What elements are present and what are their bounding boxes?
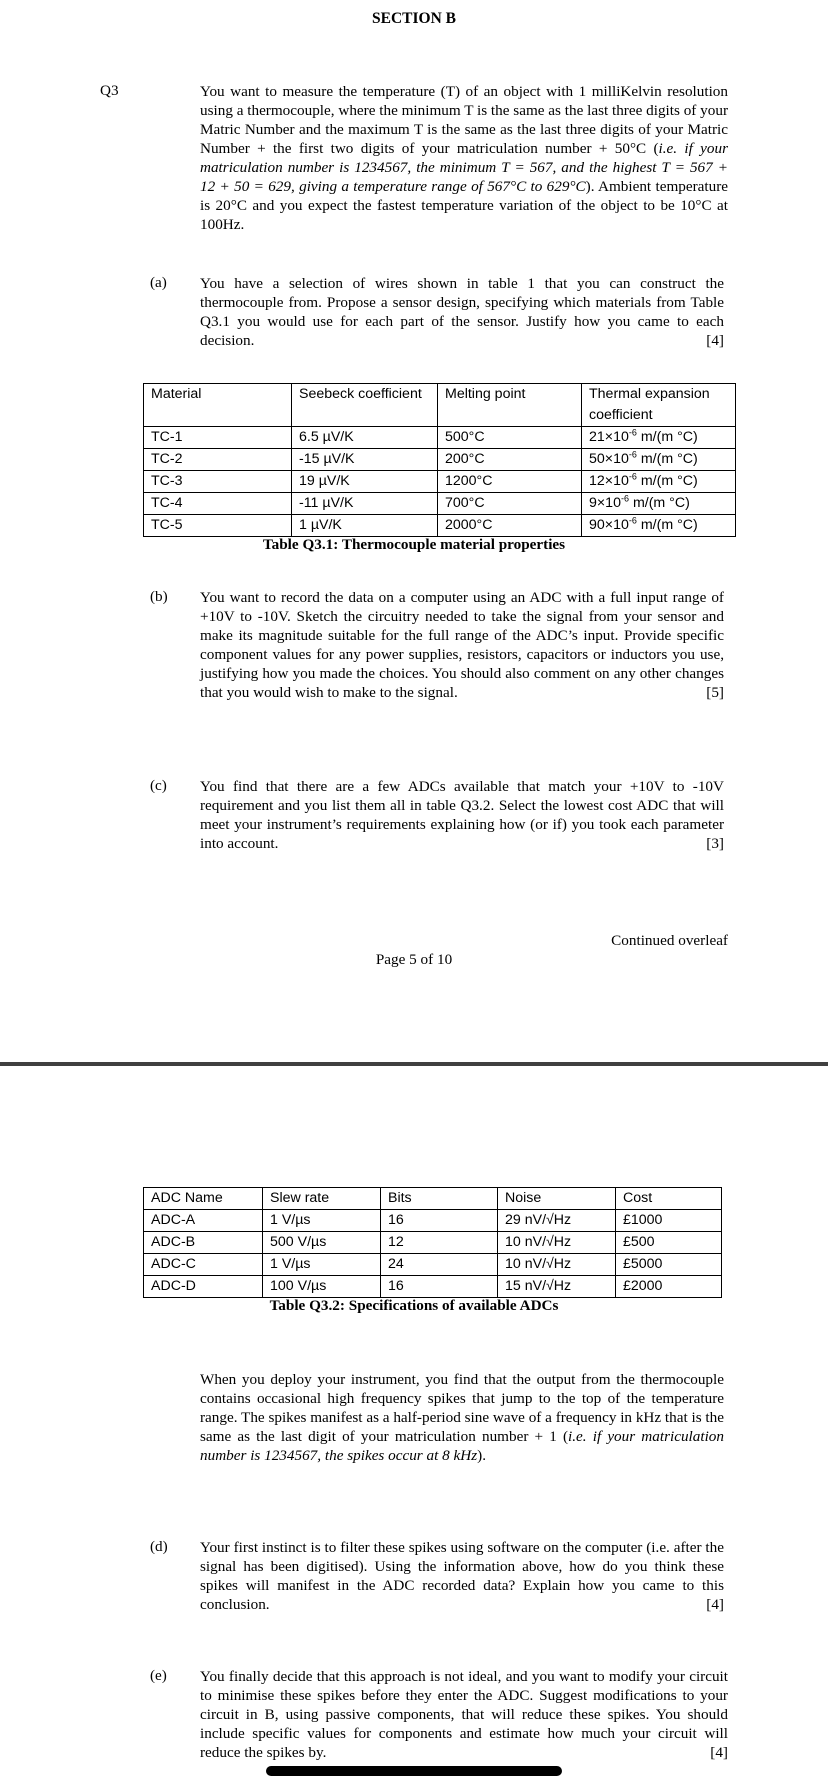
material-cell: TC-1: [144, 427, 292, 449]
part-b-text: You want to record the data on a computer using an ADC with a full input range of +10V to -10V. Sketch the circuitry needed to take the signal from your sensor and make its magnitude suitable for the full range of the ADC’s input. Provide specific component values for any power supplies, resistors, capacitors or inductors you use, justifying how you made the choices. You should also comment on any other changes that you would wish to make to the signal.: [200, 589, 724, 701]
bits-cell: 16: [381, 1276, 498, 1298]
slew-cell: 1 V/µs: [263, 1210, 381, 1232]
exp-value: 50: [589, 451, 605, 467]
slew-cell: 100 V/µs: [263, 1276, 381, 1298]
part-a-label: (a): [150, 274, 167, 291]
exponent: -6: [628, 515, 637, 526]
table-q3-2: [143, 1187, 722, 1298]
material-cell: TC-2: [144, 449, 292, 471]
q3-intro-text-end: ). Ambient temperature is 20°C and you expect the fastest temperature variation of the object to be 10°C at 100Hz.: [200, 178, 728, 233]
expansion-cell: [582, 427, 736, 449]
table2-header-name: ADC Name: [144, 1188, 263, 1210]
table2-header-slew: Slew rate: [263, 1188, 381, 1210]
adc-name-cell: ADC-C: [144, 1254, 263, 1276]
spikes-text: When you deploy your instrument, you find that the output from the thermocouple contains occasional high frequency spikes that jump to the top of the temperature range. The spikes manifest as a half-period sine wave of a frequency in kHz that is the same as the last digit of your matriculation number + 1 (: [200, 1371, 724, 1445]
bits-cell: 24: [381, 1254, 498, 1276]
exp-value: 90: [589, 517, 605, 533]
adc-name-cell: ADC-A: [144, 1210, 263, 1232]
exponent: -6: [628, 449, 637, 460]
table-row: [144, 1210, 722, 1232]
times-ten: ×10: [604, 473, 629, 489]
part-e-label: (e): [150, 1667, 167, 1684]
expansion-cell: [582, 471, 736, 493]
seebeck-cell: 19 µV/K: [292, 471, 438, 493]
question-number: Q3: [100, 82, 119, 99]
melting-cell: 500°C: [438, 427, 582, 449]
table-q3-1-caption: Table Q3.1: Thermocouple material properties: [262, 536, 566, 553]
table-row: [144, 1232, 722, 1254]
spikes-example: i.e. if your matriculation number is 1234567, the spikes occur at 8 kHz: [200, 1428, 724, 1464]
exp-value: 21: [589, 429, 605, 445]
melting-cell: 700°C: [438, 493, 582, 515]
part-e-marks: [4]: [710, 1744, 728, 1761]
table-row: [144, 1276, 722, 1298]
table-row: [144, 1254, 722, 1276]
part-c: [200, 777, 724, 853]
seebeck-cell: 1 µV/K: [292, 515, 438, 537]
exponent: -6: [628, 427, 637, 438]
table-row: [144, 449, 736, 471]
exp-unit: m/(m °C): [640, 451, 698, 467]
times-ten: ×10: [596, 495, 621, 511]
home-indicator[interactable]: [266, 1766, 562, 1776]
table-row: [144, 493, 736, 515]
part-e-text: You finally decide that this approach is not ideal, and you want to modify your circuit to minimise these spikes before they enter the ADC. Suggest modifications to your circuit in B, using passive components, that will reduce these spikes. You should include specific values for components and estimate how much your circuit will reduce the spikes by.: [200, 1668, 728, 1761]
page-divider: [0, 1062, 828, 1066]
noise-cell: 15 nV/√Hz: [498, 1276, 616, 1298]
bits-cell: 12: [381, 1232, 498, 1254]
exp-unit: m/(m °C): [640, 429, 698, 445]
table1-header-melting: Melting point: [438, 384, 582, 427]
q3-intro: [200, 82, 728, 234]
times-ten: ×10: [604, 451, 629, 467]
seebeck-cell: -11 µV/K: [292, 493, 438, 515]
exp-value: 9: [589, 495, 597, 511]
noise-cell: 10 nV/√Hz: [498, 1232, 616, 1254]
part-b-label: (b): [150, 588, 168, 605]
part-b-marks: [5]: [706, 684, 724, 701]
table2-header-bits: Bits: [381, 1188, 498, 1210]
material-cell: TC-5: [144, 515, 292, 537]
exponent: -6: [620, 493, 629, 504]
part-c-text: You find that there are a few ADCs available that match your +10V to -10V requirement and you list them all in table Q3.2. Select the lowest cost ADC that will meet your instrument’s requirements explaining how (or if) you took each parameter into account.: [200, 778, 724, 852]
part-a-marks: [4]: [706, 332, 724, 349]
exp-unit: m/(m °C): [632, 495, 690, 511]
cost-cell: £500: [616, 1232, 722, 1254]
seebeck-cell: 6.5 µV/K: [292, 427, 438, 449]
noise-cell: 29 nV/√Hz: [498, 1210, 616, 1232]
table-row: [144, 427, 736, 449]
table-q3-2-caption: Table Q3.2: Specifications of available ADCs: [269, 1297, 559, 1314]
adc-name-cell: ADC-D: [144, 1276, 263, 1298]
spikes-text-end: ).: [477, 1447, 486, 1464]
expansion-cell: [582, 449, 736, 471]
exp-unit: m/(m °C): [640, 517, 698, 533]
part-d-text: Your first instinct is to filter these spikes using software on the computer (i.e. after the signal has been digitised). Using the information above, how do you think these spikes will manifest in the ADC recorded data? Explain how you came to this conclusion.: [200, 1539, 724, 1613]
part-d: [200, 1538, 724, 1614]
expansion-cell: [582, 515, 736, 537]
table1-header-seebeck: Seebeck coefficient: [292, 384, 438, 427]
table2-header-cost: Cost: [616, 1188, 722, 1210]
times-ten: ×10: [604, 429, 629, 445]
spikes-description: [200, 1370, 724, 1465]
part-c-marks: [3]: [706, 835, 724, 852]
table1-header-expansion: Thermal expansion coefficient: [582, 384, 736, 427]
page-number: Page 5 of 10: [375, 951, 453, 968]
noise-cell: 10 nV/√Hz: [498, 1254, 616, 1276]
bits-cell: 16: [381, 1210, 498, 1232]
part-e: [200, 1667, 728, 1762]
table-row: [144, 471, 736, 493]
cost-cell: £1000: [616, 1210, 722, 1232]
material-cell: TC-4: [144, 493, 292, 515]
table1-header-material: Material: [144, 384, 292, 427]
cost-cell: £2000: [616, 1276, 722, 1298]
slew-cell: 500 V/µs: [263, 1232, 381, 1254]
exp-unit: m/(m °C): [640, 473, 698, 489]
continued-overleaf: Continued overleaf: [611, 932, 728, 949]
part-b: [200, 588, 724, 702]
table2-header-noise: Noise: [498, 1188, 616, 1210]
times-ten: ×10: [604, 517, 629, 533]
slew-cell: 1 V/µs: [263, 1254, 381, 1276]
table-row: [144, 515, 736, 537]
expansion-cell: [582, 493, 736, 515]
part-d-label: (d): [150, 1538, 168, 1555]
melting-cell: 1200°C: [438, 471, 582, 493]
q3-intro-example: i.e. if your matriculation number is 1234567, the minimum T = 567, and the highest T = 567 + 12 + 50 = 629, giving a temperature range of 567°C to 629°C: [200, 140, 728, 195]
table-q3-1: [143, 383, 736, 537]
cost-cell: £5000: [616, 1254, 722, 1276]
part-c-label: (c): [150, 777, 167, 794]
exponent: -6: [628, 471, 637, 482]
section-title: SECTION B: [372, 10, 456, 27]
exp-value: 12: [589, 473, 605, 489]
adc-name-cell: ADC-B: [144, 1232, 263, 1254]
melting-cell: 2000°C: [438, 515, 582, 537]
q3-intro-text: You want to measure the temperature (T) of an object with 1 milliKelvin resolution using a thermocouple, where the minimum T is the same as the last three digits of your Matric Number and the maximum T is the same as the last three digits of your Matric Number + the first two digits of your matriculation number + 50°C (: [200, 83, 728, 157]
material-cell: TC-3: [144, 471, 292, 493]
melting-cell: 200°C: [438, 449, 582, 471]
part-a-text: You have a selection of wires shown in table 1 that you can construct the thermocouple from. Propose a sensor design, specifying which materials from Table Q3.1 you would use for each part of the sensor. Justify how you came to each decision.: [200, 275, 724, 349]
part-a: [200, 274, 724, 350]
part-d-marks: [4]: [706, 1596, 724, 1613]
seebeck-cell: -15 µV/K: [292, 449, 438, 471]
